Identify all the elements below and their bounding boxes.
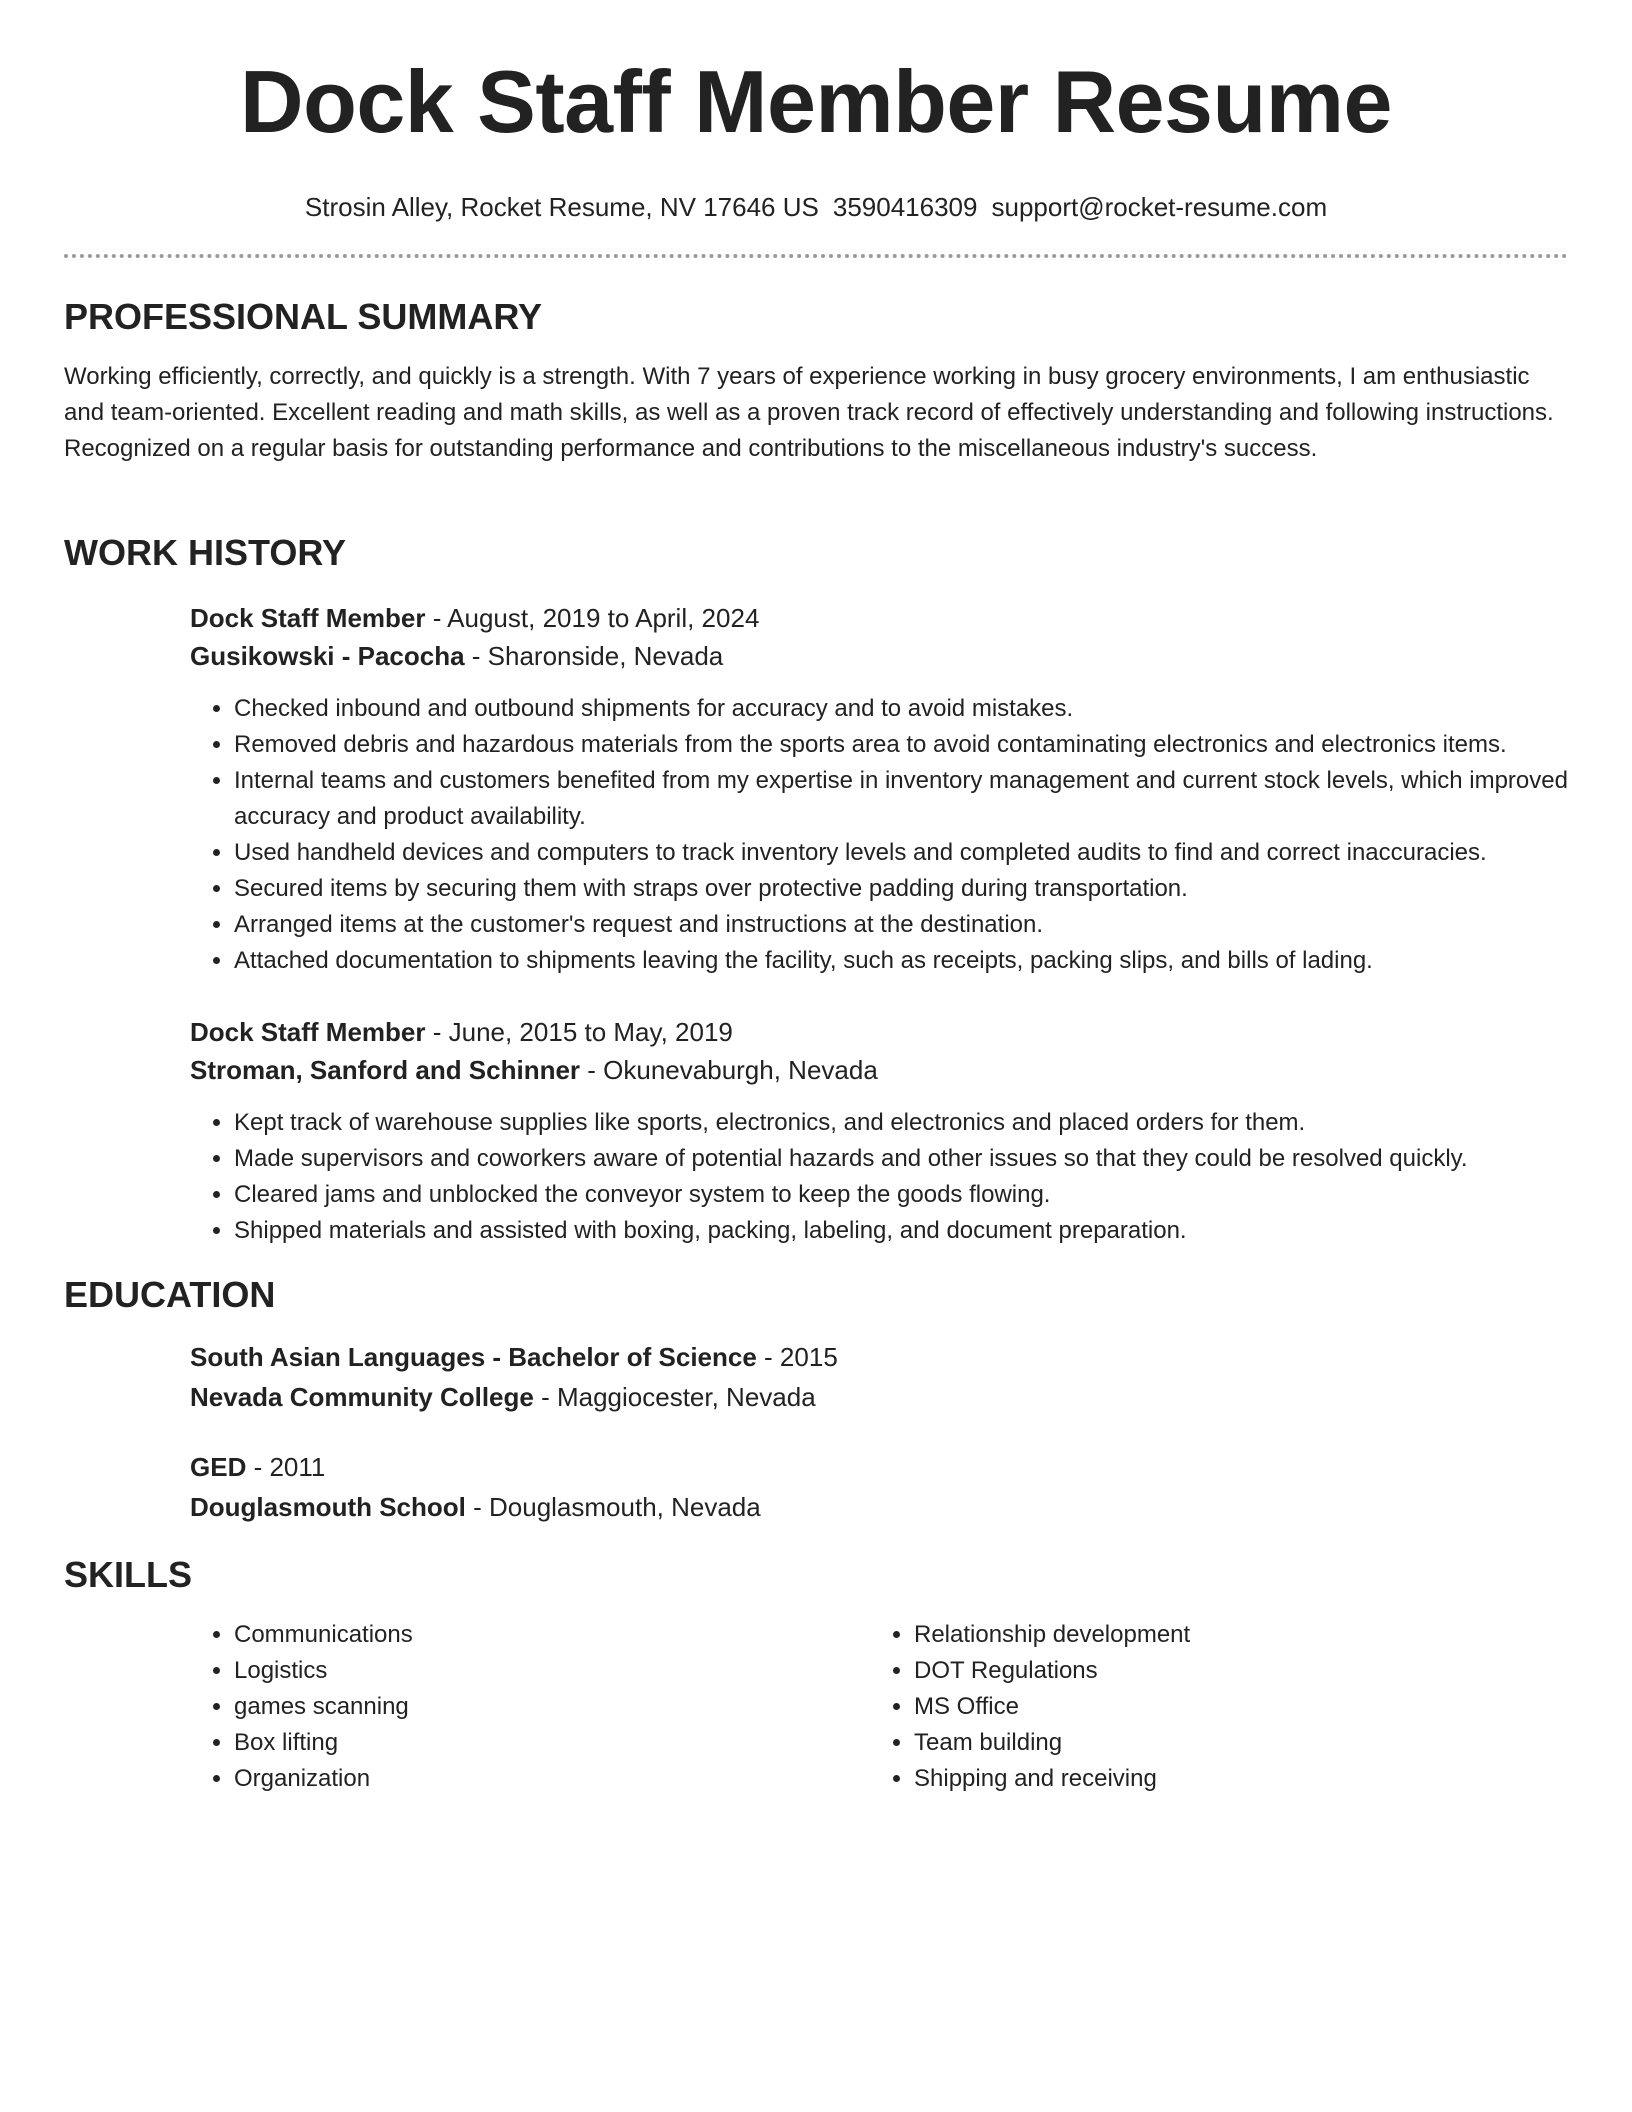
skills-heading: SKILLS [64,1554,193,1595]
contact-address: Strosin Alley, Rocket Resume, NV 17646 US [304,192,819,222]
job-title-line [190,1013,1568,1051]
school-location: - Douglasmouth, Nevada [465,1492,761,1522]
job-bullet: • Checked inbound and outbound shipments for accuracy and to avoid mistakes. [234,691,1568,727]
job-bullets [190,691,1568,979]
school-line [190,1487,1568,1527]
job-title: Dock Staff Member [190,1017,426,1047]
summary-text: Working efficiently, correctly, and quickly is a strength. With 7 years of experience working in busy grocery environments, I am enthusiastic and team-oriented. Excellent reading and math skills, as well as a proven track record of effectively understanding and following instructions. Recognized on a regular basis for outstanding performance and contributions to the miscellaneous industry's success. [64,363,1554,462]
education-section [64,1273,1568,1527]
job-company-line [190,637,1568,675]
job-bullet: • Used handheld devices and computers to track inventory levels and completed audits to find and correct inaccuracies. [234,835,1568,871]
skill-item: • Organization [234,1761,870,1797]
skill-item: • Logistics [234,1653,870,1689]
job-bullet: • Arranged items at the customer's request and instructions at the destination. [234,907,1568,943]
resume-page [64,0,1568,1792]
job-entry [190,1013,1568,1249]
job-bullet: • Cleared jams and unblocked the conveyor system to keep the goods flowing. [234,1177,1568,1213]
summary-heading: PROFESSIONAL SUMMARY [64,296,543,337]
page-title: Dock Staff Member Resume [240,52,1392,151]
job-location: - Okunevaburgh, Nevada [580,1055,878,1085]
job-entry [190,599,1568,979]
skills-column-right [870,1617,1550,1797]
contact-line [64,190,1568,224]
summary-section [64,295,1568,467]
skill-item: • games scanning [234,1689,870,1725]
degree-year: - 2011 [246,1452,326,1482]
skills-grid [190,1617,1568,1797]
skills-list [190,1617,870,1797]
job-dates: - June, 2015 to May, 2019 [425,1017,733,1047]
job-title-line [190,599,1568,637]
job-company: Gusikowski - Pacocha [190,641,465,671]
degree-year: - 2015 [756,1342,838,1372]
degree-line [190,1447,1568,1487]
education-entry [190,1447,1568,1527]
job-location: - Sharonside, Nevada [464,641,724,671]
degree-line [190,1337,1568,1377]
skills-list [870,1617,1550,1797]
job-bullet: • Shipped materials and assisted with boxing, packing, labeling, and document preparation. [234,1213,1568,1249]
skill-item: • Communications [234,1617,870,1653]
skill-item: • Team building [914,1725,1550,1761]
job-company-line [190,1051,1568,1089]
header-divider [64,254,1568,258]
work-history-heading: WORK HISTORY [64,532,347,573]
school-name: Nevada Community College [190,1382,534,1412]
job-bullet: • Kept track of warehouse supplies like sports, electronics, and electronics and placed orders for them. [234,1105,1568,1141]
skills-column-left [190,1617,870,1797]
skill-item: • MS Office [914,1689,1550,1725]
job-bullet: • Attached documentation to shipments leaving the facility, such as receipts, packing slips, and bills of lading. [234,943,1568,979]
job-bullet: • Removed debris and hazardous materials from the sports area to avoid contaminating electronics and electronics items. [234,727,1568,763]
job-title: Dock Staff Member [190,603,426,633]
degree-name: South Asian Languages - Bachelor of Science [190,1342,757,1372]
skill-item: • DOT Regulations [914,1653,1550,1689]
job-dates: - August, 2019 to April, 2024 [425,603,760,633]
contact-phone: 3590416309 [832,192,978,222]
job-bullets [190,1105,1568,1249]
school-line [190,1377,1568,1417]
skill-item: • Shipping and receiving [914,1761,1550,1797]
work-history-section [64,531,1568,1249]
contact-email: support@rocket-resume.com [991,192,1328,222]
skills-section [64,1553,1568,1797]
skill-item: • Box lifting [234,1725,870,1761]
job-bullet: • Secured items by securing them with straps over protective padding during transportation. [234,871,1568,907]
education-heading: EDUCATION [64,1274,276,1315]
school-name: Douglasmouth School [190,1492,466,1522]
job-bullet: • Made supervisors and coworkers aware of potential hazards and other issues so that they could be resolved quickly. [234,1141,1568,1177]
job-bullet: • Internal teams and customers benefited from my expertise in inventory management and current stock levels, which improved accuracy and product availability. [234,763,1568,835]
education-entry [190,1337,1568,1417]
degree-name: GED [190,1452,247,1482]
skill-item: • Relationship development [914,1617,1550,1653]
job-company: Stroman, Sanford and Schinner [190,1055,581,1085]
school-location: - Maggiocester, Nevada [533,1382,816,1412]
